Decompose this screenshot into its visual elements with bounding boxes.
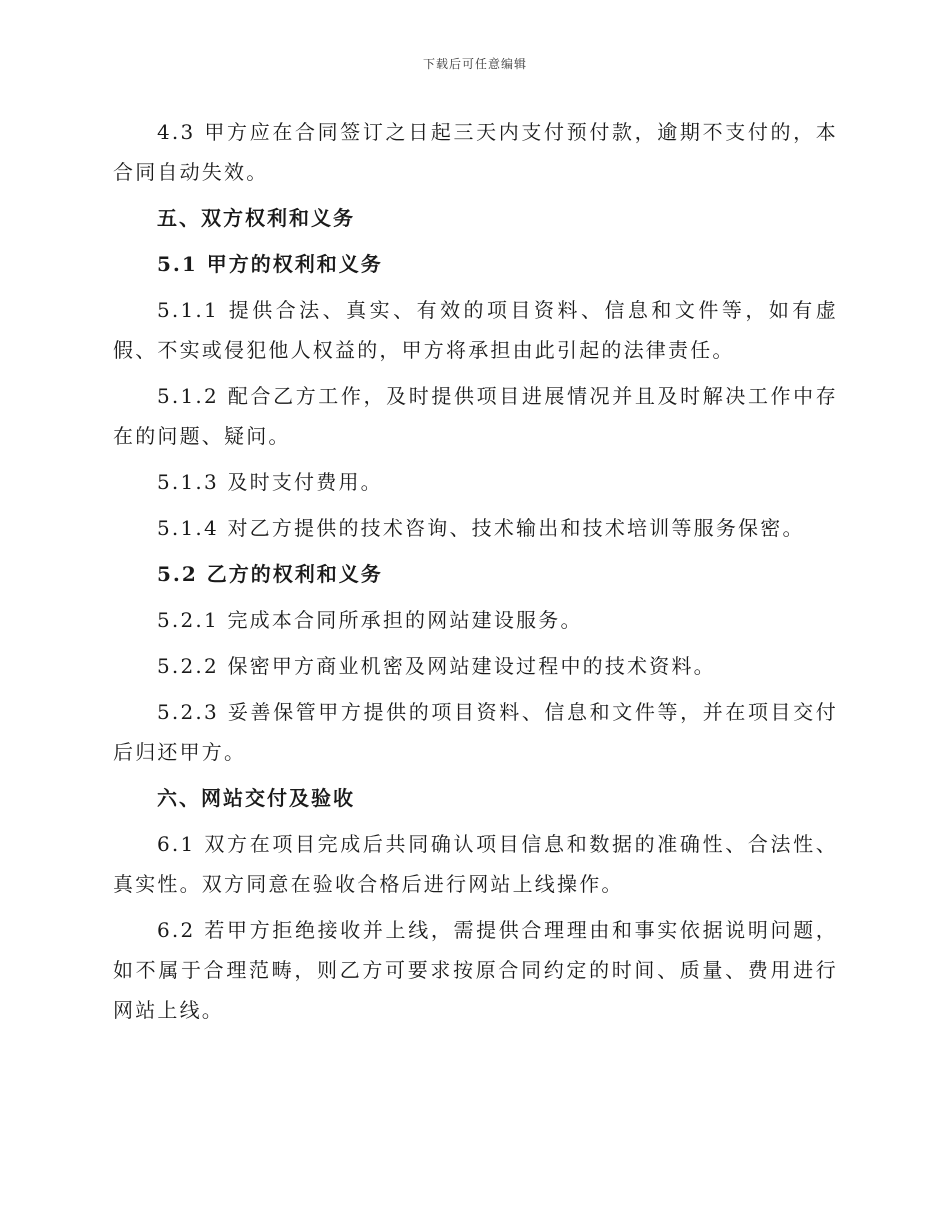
clause-5-2-2: 5.2.2 保密甲方商业机密及网站建设过程中的技术资料。 — [157, 654, 716, 678]
clause-5-2-1: 5.2.1 完成本合同所承担的网站建设服务。 — [157, 608, 583, 632]
clause-5-1-2: 5.1.2 配合乙方工作，及时提供项目进展情况并且及时解决工作中存在的问题、疑问。 — [113, 384, 838, 448]
clause-6-2: 6.2 若甲方拒绝接收并上线，需提供合理理由和事实依据说明问题，如不属于合理范畴，则乙方可要求按原合同约定的时间、质量、费用进行网站上线。 — [113, 918, 838, 1022]
clause-4-3: 4.3 甲方应在合同签订之日起三天内支付预付款，逾期不支付的，本合同自动失效。 — [113, 120, 838, 184]
clause-5-1-4: 5.1.4 对乙方提供的技术咨询、技术输出和技术培训等服务保密。 — [157, 516, 805, 540]
header-note: 下载后可任意编辑 — [422, 57, 527, 71]
clause-5-2-3: 5.2.3 妥善保管甲方提供的项目资料、信息和文件等，并在项目交付后归还甲方。 — [113, 700, 838, 764]
section-heading-6: 六、网站交付及验收 — [157, 786, 355, 810]
clause-5-1-1: 5.1.1 提供合法、真实、有效的项目资料、信息和文件等，如有虚假、不实或侵犯他人权益的，甲方将承担由此引起的法律责任。 — [113, 298, 838, 362]
document-body — [113, 112, 838, 1036]
section-heading-5: 五、双方权利和义务 — [157, 206, 355, 230]
clause-6-1: 6.1 双方在项目完成后共同确认项目信息和数据的准确性、合法性、真实性。双方同意在验收合格后进行网站上线操作。 — [113, 832, 838, 896]
clause-5-1-3: 5.1.3 及时支付费用。 — [157, 470, 383, 494]
subsection-heading-5-2: 5.2 乙方的权利和义务 — [157, 562, 383, 586]
subsection-heading-5-1: 5.1 甲方的权利和义务 — [157, 252, 383, 276]
